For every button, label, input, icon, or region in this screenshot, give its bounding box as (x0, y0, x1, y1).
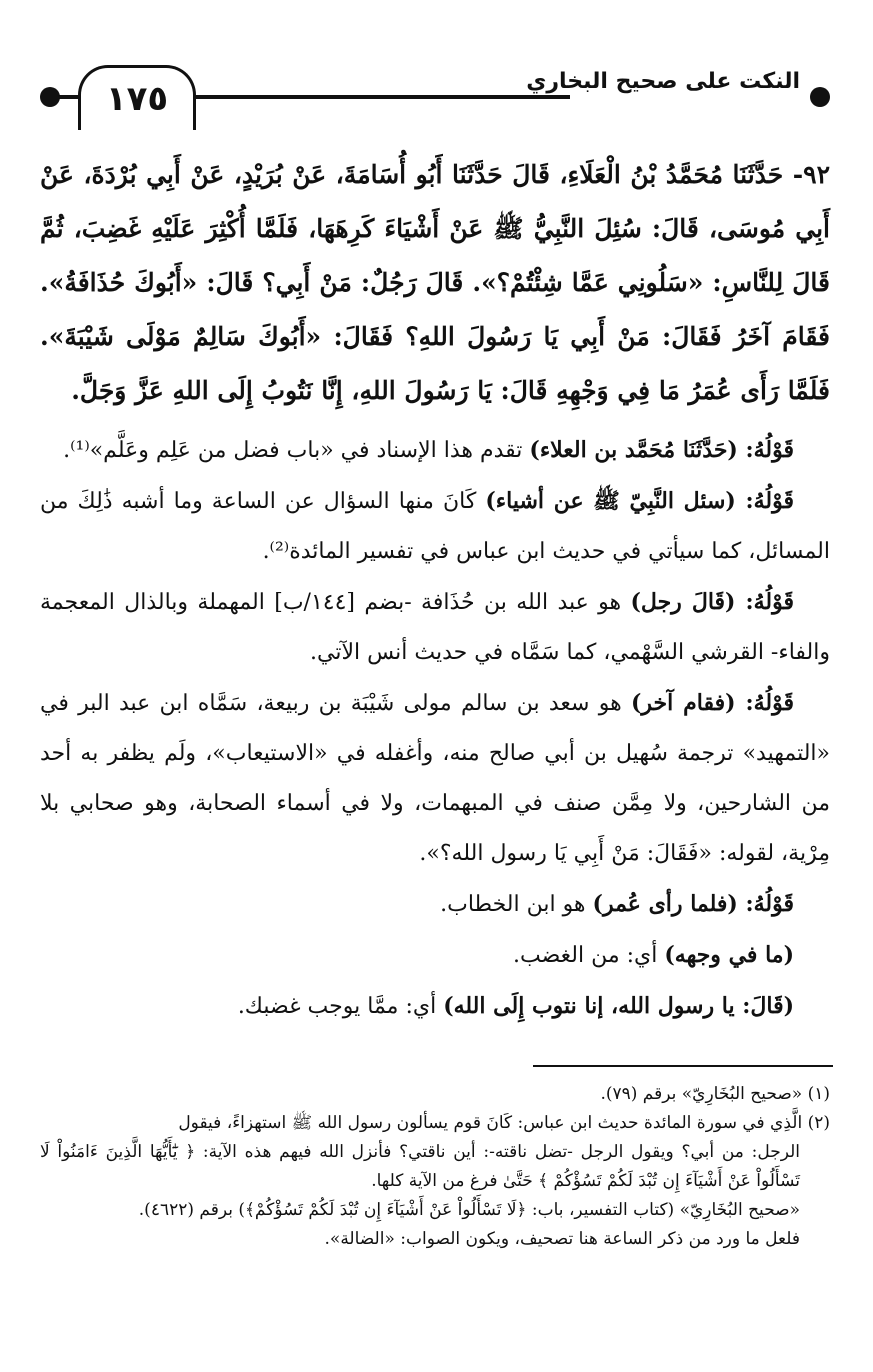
footnote-separator (533, 1065, 833, 1067)
commentary-paragraph (40, 930, 830, 981)
page-number: ١٧٥ (78, 65, 196, 130)
quoted-phrase: قَوْلُهُ: (قَالَ رجل) (630, 589, 794, 615)
page-header (40, 55, 830, 135)
explanation: أي: ممَّا يوجب غضبك. (237, 994, 444, 1019)
header-rule (190, 95, 570, 99)
commentary-paragraph (40, 577, 830, 678)
hadith-text: ٩٢- حَدَّثَنَا مُحَمَّدُ بْنُ الْعَلَاءِ، قَالَ حَدَّثَنَا أَبُو أُسَامَةَ، عَنْ بُرَيْدٍ، عَنْ أَبِي بُرْدَةَ، عَنْ أَبِي مُوسَى، قَالَ: سُئِلَ النَّبِيُّ ﷺ عَنْ أَشْيَاءَ كَرِهَهَا، فَلَمَّا أُكْثِرَ عَلَيْهِ غَضِبَ، ثُمَّ قَالَ لِلنَّاسِ: «سَلُونِي عَمَّا شِئْتُمْ؟». قَالَ رَجُلٌ: مَنْ أَبِي؟ قَالَ: «أَبُوكَ حُذَافَةُ». فَقَامَ آخَرُ فَقَالَ: مَنْ أَبِي يَا رَسُولَ اللهِ؟ فَقَالَ: «أَبُوكَ سَالِمٌ مَوْلَى شَيْبَةَ». فَلَمَّا رَأَى عُمَرُ مَا فِي وَجْهِهِ قَالَ: يَا رَسُولَ اللهِ، إِنَّا نَتُوبُ إِلَى اللهِ عَزَّ وَجَلَّ. (40, 160, 830, 405)
header-dot-right (810, 87, 830, 107)
explanation: هو سعد بن سالم مولى شَيْبَة بن ربيعة، سَمَّاه ابن عبد البر في «التمهيد» ترجمة سُهيل بن أبي صالح منه، وأغفله في «الاستيعاب»، ولَم يظفر به أحد من الشارحين، ولا مِمَّن صنف في المبهمات، ولا في أسماء الصحابة، وهو صحابي بلا مِرْية، لقوله: «فَقَالَ: مَنْ أَبِي يَا رسول الله؟». (40, 691, 831, 866)
header-dot-left (40, 87, 60, 107)
explanation: تقدم هذا الإسناد في «باب فضل من عَلِم وعَلَّم»⁽¹⁾. (63, 438, 530, 463)
quoted-phrase: (ما في وجهه) (664, 942, 794, 968)
explanation: أي: من الغضب. (513, 943, 665, 968)
commentary-paragraph (40, 678, 830, 879)
running-title: النكت على صحيح البخاري (526, 69, 800, 94)
footnote-2-reference: «صحيح البُخَارِيّ» (كتاب التفسير، باب: ﴿لَا تَسْأَلُواْ عَنْ أَشْيَآءَ إِن تُبْدَ لَكُمْ تَسُؤْكُمْ﴾) برقم (٤٦٢٢). (138, 1200, 800, 1220)
commentary-paragraph (40, 879, 830, 930)
quoted-phrase: قَوْلُهُ: (حَدَّثَنَا مُحَمَّد بن العلاء) (529, 437, 794, 463)
footnotes (40, 1080, 830, 1254)
explanation: هو عبد الله بن حُذَافة -بضم [١٤٤/ب] المهملة وبالذال المعجمة والفاء- القرشي السَّهْمي، كما سَمَّاه في حديث أنس الآتي. (40, 590, 830, 665)
commentary-paragraph (40, 981, 830, 1032)
quoted-phrase: قَوْلُهُ: (سئل النَّبِيّ ﷺ عن أشياء) (485, 488, 794, 514)
commentary (40, 425, 830, 1032)
explanation: كَانَ منها السؤال عن الساعة وما أشبه ذَٰلِكَ من المسائل، كما سيأتي في حديث ابن عباس في تفسير المائدة⁽²⁾. (40, 489, 830, 564)
footnote-2-continuation: الرجل: من أبي؟ ويقول الرجل -تضل ناقته-: أين ناقتي؟ فأنزل الله فيهم هذه الآية: ﴿ يَٰٓأَيُّهَا الَّذِينَ ءَامَنُواْ لَا تَسْأَلُواْ عَنْ أَشْيَآءَ إِن تُبْدَ لَكُمْ تَسُؤْكُمْ ﴾ حَتَّىٰ فرغ من الآية كلها. (40, 1142, 800, 1191)
footnote-2-note: فلعل ما ورد من ذكر الساعة هنا تصحيف، ويكون الصواب: «الضالة». (324, 1229, 800, 1249)
quoted-phrase: قَوْلُهُ: (فلما رأى عُمر) (592, 891, 794, 917)
quoted-phrase: قَوْلُهُ: (فقام آخر) (630, 690, 794, 716)
explanation: هو ابن الخطاب. (440, 892, 593, 917)
footnote-2: (٢) الَّذِي في سورة المائدة حديث ابن عباس: كَانَ قوم يسألون رسول الله ﷺ استهزاءً، فيقول (178, 1113, 830, 1133)
footnote-1: (١) «صحيح البُخَارِيّ» برقم (٧٩). (600, 1084, 830, 1104)
commentary-paragraph (40, 425, 830, 476)
commentary-paragraph (40, 476, 830, 577)
quoted-phrase: (قَالَ: يا رسول الله، إنا نتوب إِلَى الله) (443, 993, 794, 1019)
